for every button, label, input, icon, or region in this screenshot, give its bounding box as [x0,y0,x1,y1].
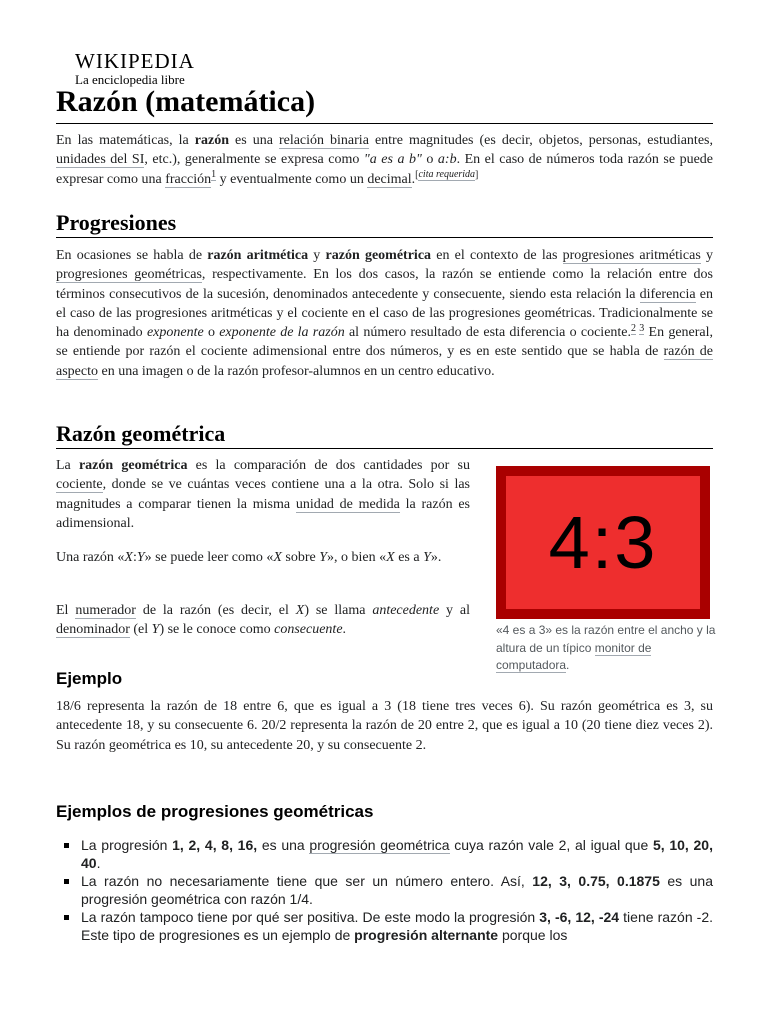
footnote-1[interactable]: 1 [211,168,217,180]
figure-ratio-text: 4:3 [548,501,658,584]
heading-ejemplos-progresiones: Ejemplos de progresiones geométricas [56,802,374,821]
link-decimal[interactable]: decimal [367,171,412,187]
link-denominador[interactable]: denominador [56,622,130,638]
heading-progresiones: Progresiones [56,210,713,238]
geo-paragraph-1: La razón geométrica es la comparación de dos cantidades por su cociente, donde se ve cuántas veces contiene una a la otra. Solo si las magnitudes a comparar tienen la misma unidad de medida la razón es adimensional. [56,458,470,531]
list-item: La progresión 1, 2, 4, 8, 16, es una progresión geométrica cuya razón vale 2, al igual que 5, 10, 20, 40. [56,836,713,872]
link-progresion-geometrica[interactable]: progresión geométrica [309,837,450,853]
link-monitor-de-computadora[interactable]: monitor de computadora [496,640,652,672]
page-title: Razón (matemática) [56,84,713,124]
footnote-2[interactable]: 2 [631,322,637,334]
link-unidades-si[interactable]: unidades del SI [56,152,145,168]
ejemplo-paragraph: 18/6 representa la razón de 18 entre 6, que es igual a 3 (18 tiene tres veces 6). Su razón geométrica es 3, su antecedente 18, y su consecuente 6. 20/2 representa la razón de 20 entre 2, que es igual a 10 (20 tiene diez veces 2). Su razón geométrica es 10, su antecedente 20, y su consecuente 2. [56,699,713,753]
heading-ejemplo: Ejemplo [56,669,123,688]
wikipedia-logo[interactable] [75,50,215,87]
link-numerador[interactable]: numerador [75,603,136,618]
link-relacion-binaria[interactable]: relación binaria [278,133,369,148]
aspect-ratio-image [506,476,700,609]
list-item: La razón no necesariamente tiene que ser un número entero. Así, 12, 3, 0.75, 0.1875 es una progresión geométrica con razón 1/4. [56,872,713,908]
link-fraccion[interactable]: fracción [165,171,212,187]
list-item: La razón tampoco tiene por qué ser positiva. De este modo la progresión 3, -6, 12, -24 tiene razón -2. Este tipo de progresiones es un ejemplo de progresión alternante porque los [56,908,713,944]
figure-caption: «4 es a 3» es la razón entre el ancho y la altura de un típico monitor de computadora. [496,623,716,672]
aspect-ratio-figure[interactable] [496,466,710,619]
link-razon-de-aspecto[interactable]: razón de aspecto [56,344,713,379]
logo-title: WIKIPEDIA [75,49,195,73]
logo-subtitle: La enciclopedia libre [75,72,185,87]
intro-paragraph: En las matemáticas, la razón es una relación binaria entre magnitudes (es decir, objetos, personas, estudiantes, unidades del SI, etc.), generalmente se expresa como "a es a b" o a:b. En el caso de números toda razón se puede expresar como una fracción$^1$ y eventualmente como un decimal.[cita requerida] [56,133,713,187]
link-cita-requerida[interactable]: cita requerida [418,168,476,180]
geo-paragraph-3: El numerador de la razón (es decir, el X) se llama antecedente y al denominador (el Y) se le conoce como consecuente. [56,603,470,638]
link-unidad-de-medida[interactable]: unidad de medida [295,496,400,512]
link-progresiones-geometricas[interactable]: progresiones geométricas [56,267,202,283]
heading-razon-geometrica: Razón geométrica [56,421,713,449]
geo-paragraph-2: Una razón «X:Y» se puede leer como «X sobre Y», o bien «X es a Y». [56,550,442,565]
link-progresiones-aritmeticas[interactable]: progresiones aritméticas [562,248,701,263]
progresiones-paragraph: En ocasiones se habla de razón aritmética y razón geométrica en el contexto de las progresiones aritméticas y progresiones geométricas, respectivamente. En los dos casos, la razón se entiende como la relación entre dos términos consecutivos de la sucesión, denominados antecedente y consecuente, siendo esta relación la diferencia en el caso de las progresiones aritméticas y el cociente en el caso de las progresiones geométricas. Tradicionalmente se ha denominado exponente o exponente de la razón al número resultado de esta diferencia o cociente.$^{2 3}$ En general, se entiende por razón el cociente adimensional entre dos números, y es en este sentido que se habla de razón de aspecto en una imagen o de la razón profesor-alumnos en un centro educativo. [56,248,714,379]
link-cociente[interactable]: cociente [56,477,103,493]
link-diferencia[interactable]: diferencia [639,286,696,302]
footnote-3[interactable]: 3 [639,322,645,334]
examples-list [56,836,713,944]
